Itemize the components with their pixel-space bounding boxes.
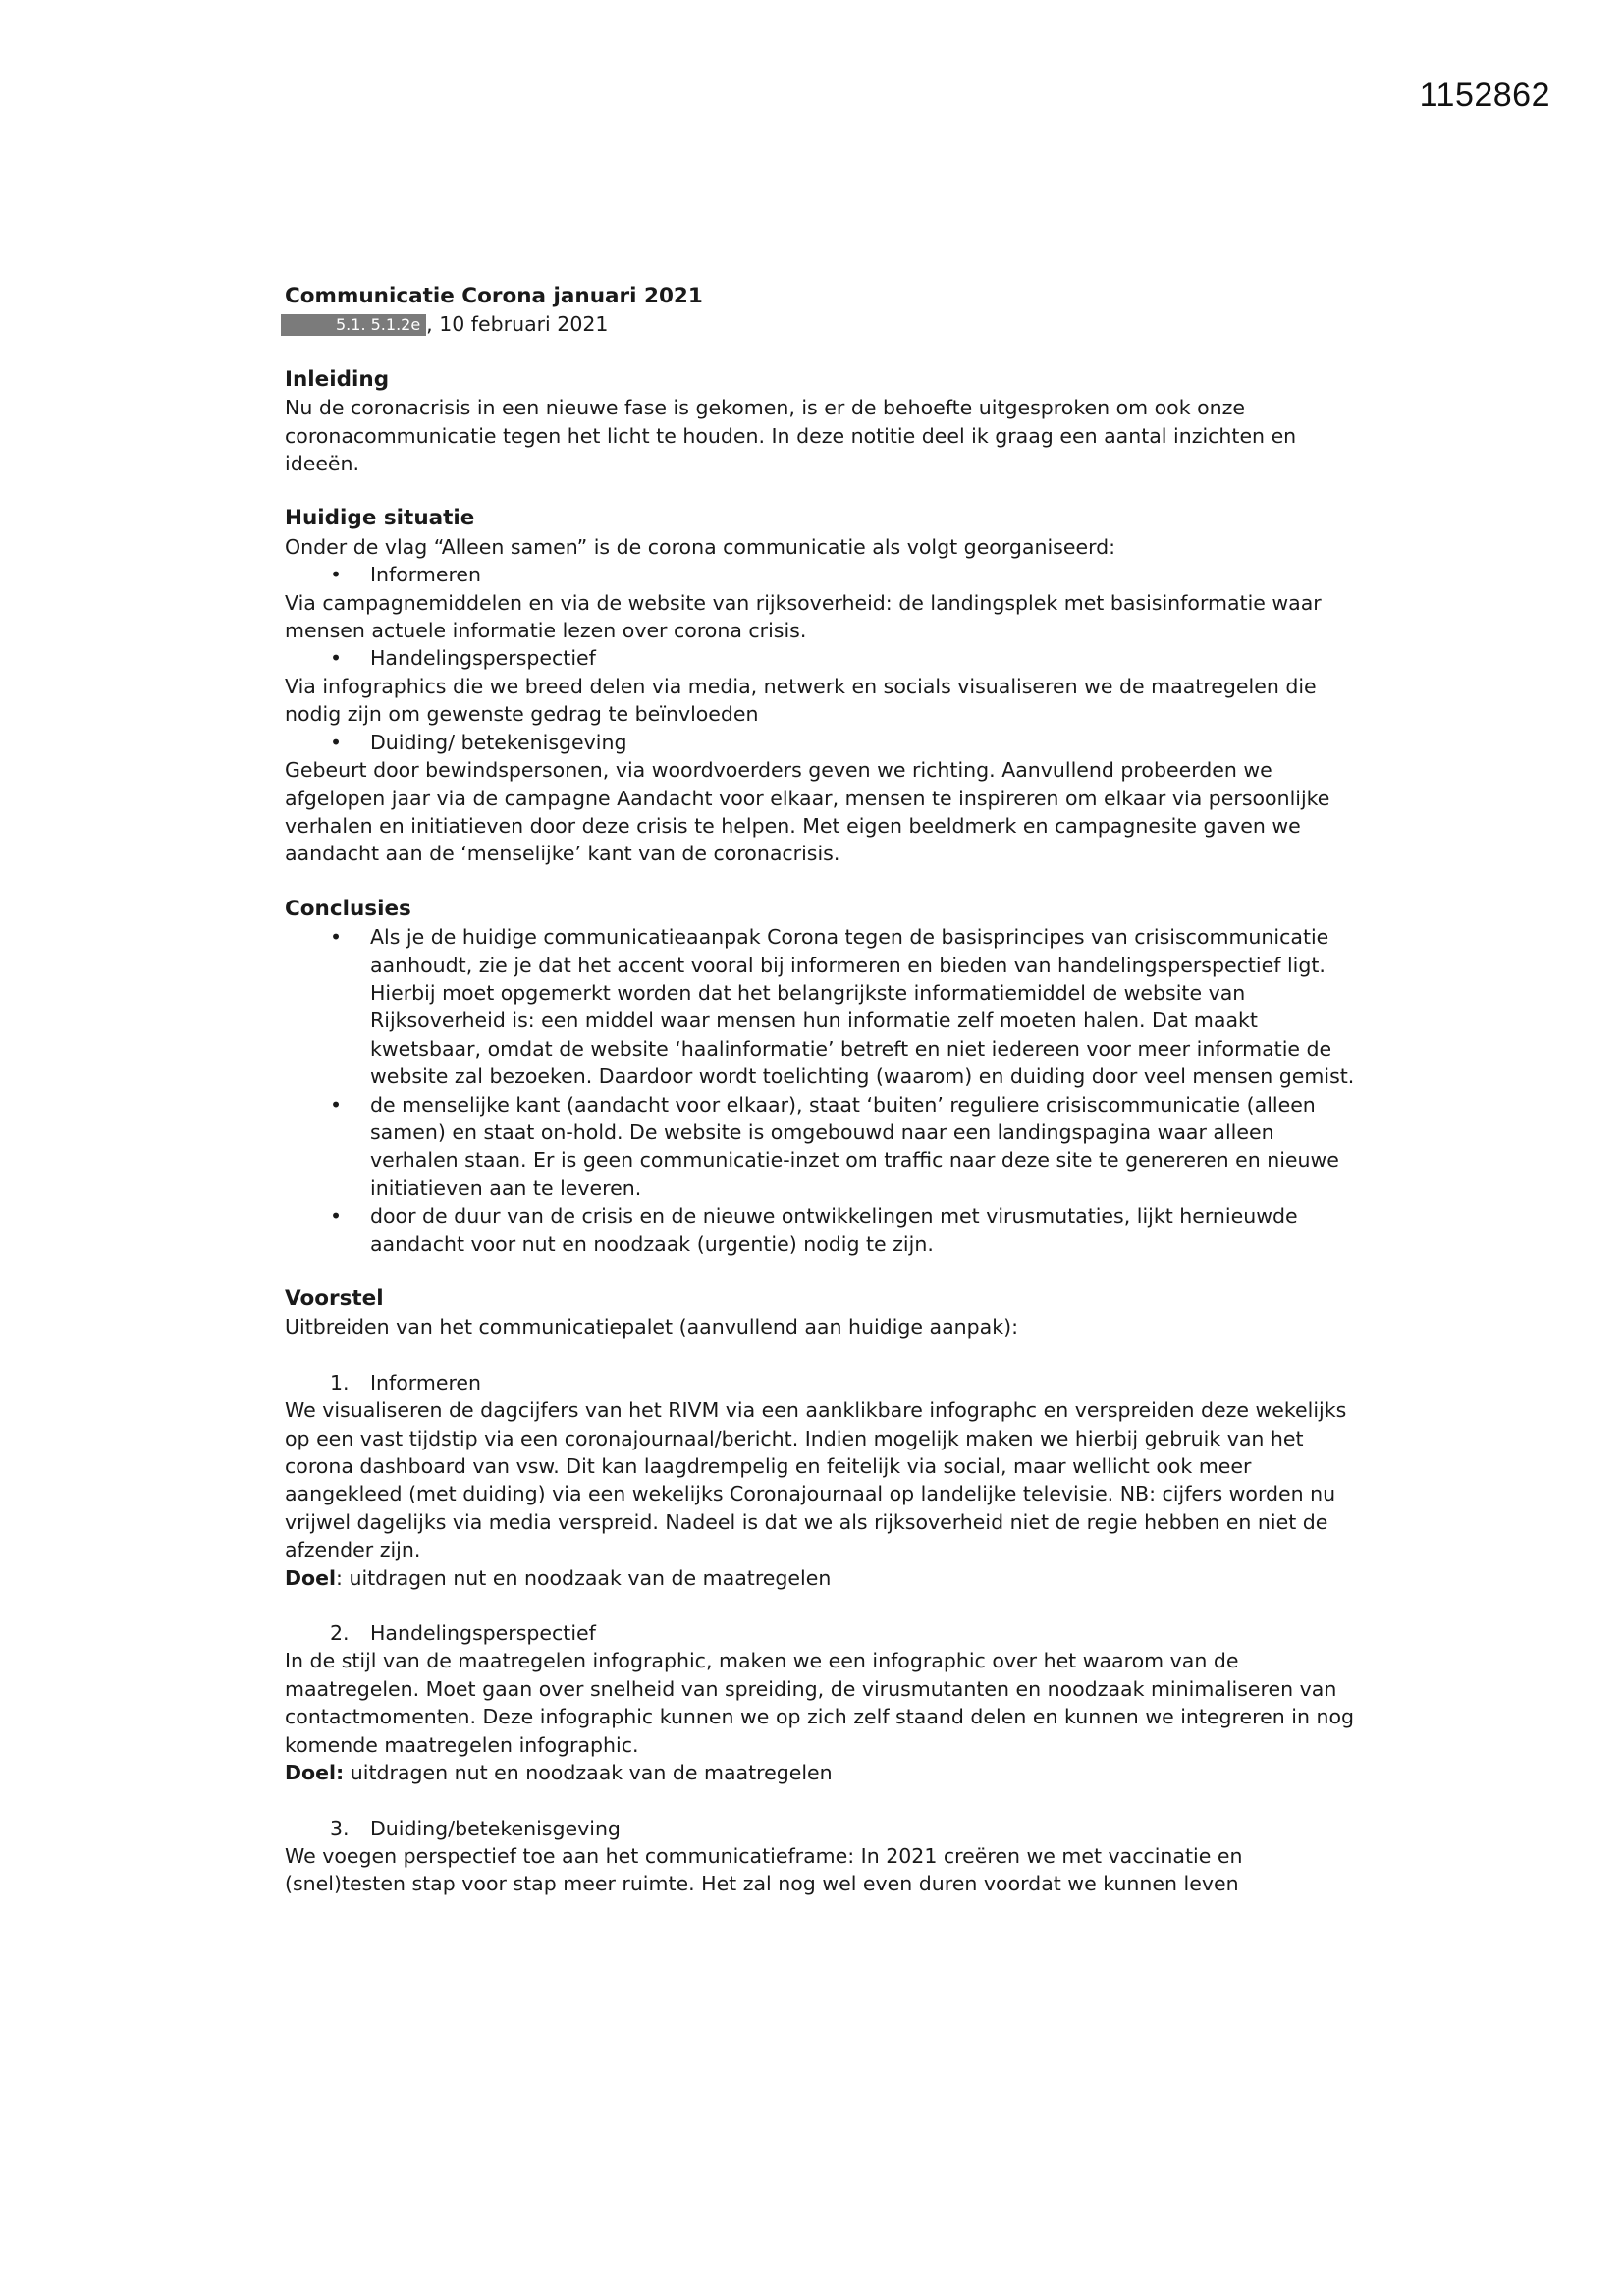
- heading-conclusies: Conclusies: [285, 896, 411, 921]
- voorstel-text-2: In de stijl van de maatregelen infographic, maken we een infographic over het waarom van de maatregelen. Moet gaan over snelheid van spreiding, de virusmutanten en noodzaak minimaliseren van contactmomenten. Deze infographic kunnen we op zich zelf staand delen en kunnen we integreren in nog komende maatregelen infographic.: [285, 1649, 1355, 1757]
- document-body: [285, 283, 1365, 1898]
- list-item: • Als je de huidige communicatieaanpak Corona tegen de basisprincipes van crisiscommunicatie aanhoudt, zie je dat het accent vooral bij informeren en bieden van handelingsperspectief ligt. Hierbij moet opgemerkt worden dat het belangrijkste informatiemiddel de website van Rijksoverheid is: een middel waar mensen hun informatie zelf moeten halen. Dat maakt kwetsbaar, omdat de website ‘haalinformatie’ betreft en niet iedereen voor meer informatie de website zal bezoeken. Daardoor wordt toelichting (waarom) en duiding door veel mensen gemist.: [285, 923, 1365, 1090]
- inleiding-text: Nu de coronacrisis in een nieuwe fase is gekomen, is er de behoefte uitgesproken om ook onze coronacommunicatie tegen het licht te houden. In deze notitie deel ik graag een aantal inzichten en ideeën.: [285, 396, 1297, 476]
- doel-line-1: Doel: uitdragen nut en noodzaak van de maatregelen: [285, 1565, 832, 1590]
- numbered-item-1: 1. Informeren: [330, 1370, 482, 1394]
- bullet-label: • Duiding/ betekenisgeving: [285, 729, 1365, 756]
- redaction-box: 5.1. 5.1.2e: [281, 314, 426, 336]
- huidige-text-3: Gebeurt door bewindspersonen, via woordvoerders geven we richting. Aanvullend probeerden we afgelopen jaar via de campagne Aandacht voor elkaar, mensen te inspireren om elkaar via persoonlijke verhalen en initiatieven door deze crisis te helpen. Met eigen beeldmerk en campagnesite gaven we aandacht aan de ‘menselijke’ kant van de coronacrisis.: [285, 758, 1330, 866]
- numbered-item-3: 3. Duiding/betekenisgeving: [330, 1816, 621, 1840]
- huidige-list-2: [285, 644, 1365, 672]
- huidige-text-2: Via infographics die we breed delen via media, netwerk en socials visualiseren we de maatregelen die nodig zijn om gewenste gedrag te beïnvloeden: [285, 674, 1317, 727]
- heading-inleiding: Inleiding: [285, 366, 390, 392]
- author-date-line: [285, 310, 1365, 338]
- voorstel-intro: Uitbreiden van het communicatiepalet (aanvullend aan huidige aanpak):: [285, 1315, 1018, 1339]
- numbered-item-2: 2. Handelingsperspectief: [330, 1621, 596, 1646]
- bullet-label: • Handelingsperspectief: [285, 644, 1365, 672]
- date-text: , 10 februari 2021: [426, 312, 609, 337]
- huidige-list-1: [285, 561, 1365, 588]
- huidige-intro: Onder de vlag “Alleen samen” is de corona communicatie als volgt georganiseerd:: [285, 534, 1116, 559]
- document-id: 1152862: [1419, 77, 1550, 114]
- list-item: • de menselijke kant (aandacht voor elkaar), staat ‘buiten’ reguliere crisiscommunicatie (alleen samen) en staat on-hold. De website is omgebouwd naar een landingspagina waar alleen verhalen staan. Er is geen communicatie-inzet om traffic naar deze site te genereren en nieuwe initiatieven aan te leveren.: [285, 1091, 1365, 1203]
- doel-line-2: Doel: uitdragen nut en noodzaak van de maatregelen: [285, 1761, 833, 1785]
- voorstel-text-3: We voegen perspectief toe aan het communicatieframe: In 2021 creëren we met vaccinatie en (snel)testen stap voor stap meer ruimte. Het zal nog wel even duren voordat we kunnen leven: [285, 1843, 1243, 1896]
- huidige-text-1: Via campagnemiddelen en via de website van rijksoverheid: de landingsplek met basisinformatie waar mensen actuele informatie lezen over corona crisis.: [285, 590, 1322, 643]
- huidige-list-3: [285, 729, 1365, 756]
- voorstel-text-1: We visualiseren de dagcijfers van het RIVM via een aanklikbare infographc en verspreiden deze wekelijks op een vast tijdstip via een coronajournaal/bericht. Indien mogelijk maken we hierbij gebruik van het corona dashboard van vsw. Dit kan laagdrempelig en feitelijk via social, maar wellicht ook meer aangekleed (met duiding) via een wekelijks Coronajournaal op landelijke televisie. NB: cijfers worden nu vrijwel dagelijks via media verspreid. Nadeel is dat we als rijksoverheid niet de regie hebben en niet de afzender zijn.: [285, 1398, 1347, 1562]
- heading-huidige-situatie: Huidige situatie: [285, 506, 475, 531]
- list-item: • door de duur van de crisis en de nieuwe ontwikkelingen met virusmutaties, lijkt hernieuwde aandacht voor nut en noodzaak (urgentie) nodig te zijn.: [285, 1202, 1365, 1258]
- conclusies-list: [285, 923, 1365, 1258]
- bullet-label: • Informeren: [285, 561, 1365, 588]
- heading-voorstel: Voorstel: [285, 1286, 384, 1311]
- document-title: Communicatie Corona januari 2021: [285, 284, 703, 308]
